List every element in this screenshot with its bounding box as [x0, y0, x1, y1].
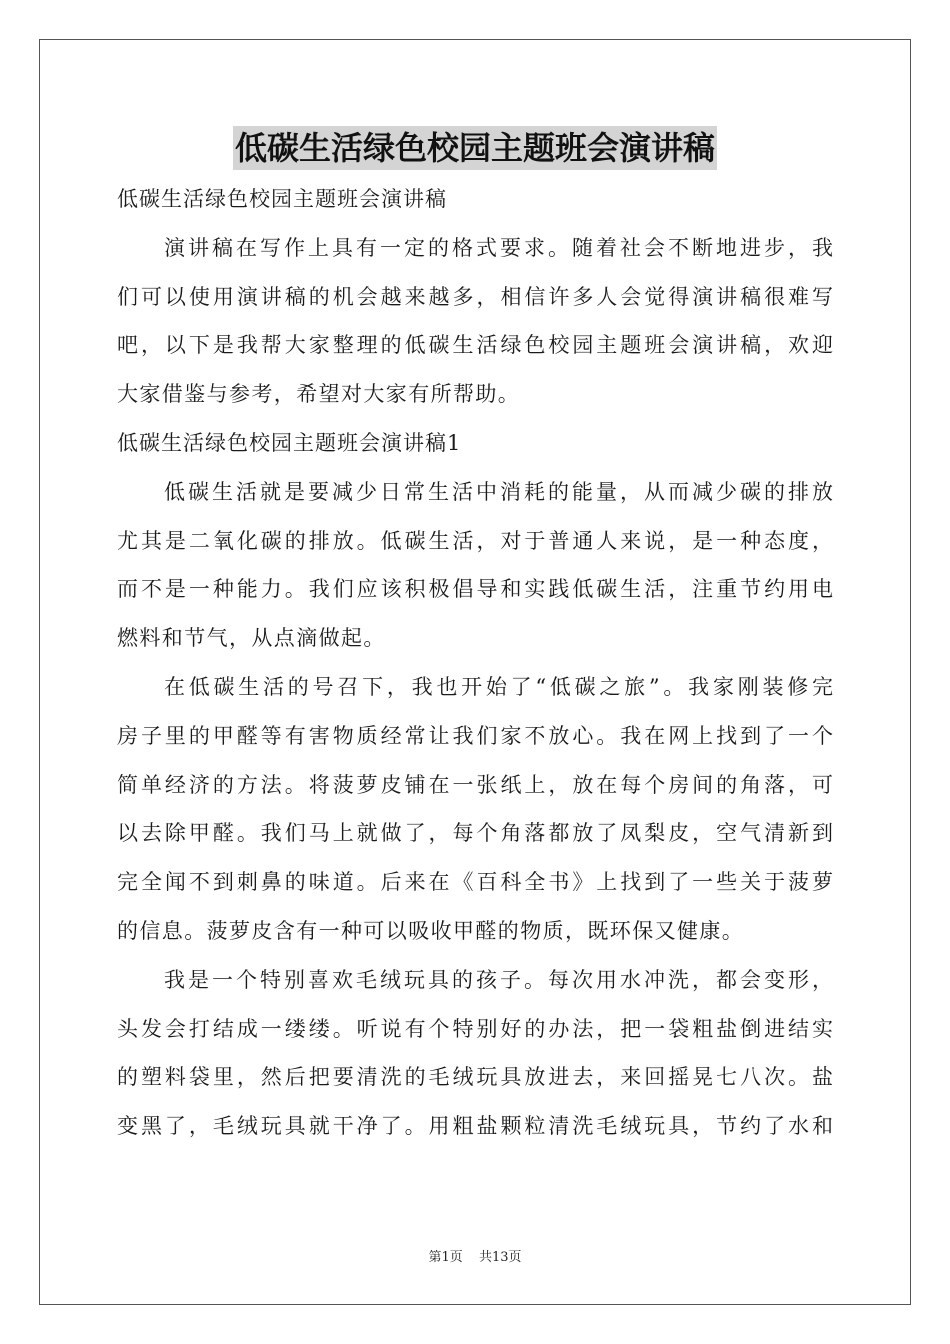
paragraph-line: 完全闻不到刺鼻的味道。后来在《百科全书》上找到了一些关于菠萝 [117, 870, 833, 895]
paragraph-line: 头发会打结成一缕缕。听说有个特别好的办法，把一袋粗盐倒进结实 [117, 1016, 833, 1041]
paragraph-line: 尤其是二氧化碳的排放。低碳生活，对于普通人来说，是一种态度， [117, 528, 833, 553]
paragraph-line: 燃料和节气，从点滴做起。 [117, 626, 386, 651]
paragraph-line: 的塑料袋里，然后把要清洗的毛绒玩具放进去，来回摇晃七八次。盐 [117, 1065, 833, 1090]
paragraph-line: 而不是一种能力。我们应该积极倡导和实践低碳生活，注重节约用电 [117, 577, 833, 602]
paragraph-line: 演讲稿在写作上具有一定的格式要求。随着社会不断地进步，我 [164, 235, 833, 260]
document-title: 低碳生活绿色校园主题班会演讲稿 [233, 126, 717, 170]
page-footer [0, 1246, 950, 1265]
paragraph-line: 的信息。菠萝皮含有一种可以吸收甲醛的物质，既环保又健康。 [117, 918, 745, 943]
paragraph-line: 以去除甲醛。我们马上就做了，每个角落都放了凤梨皮，空气清新到 [117, 821, 833, 846]
section-heading: 低碳生活绿色校园主题班会演讲稿1 [117, 430, 462, 455]
document-body [117, 181, 833, 1157]
paragraph-line: 房子里的甲醛等有害物质经常让我们家不放心。我在网上找到了一个 [117, 723, 833, 748]
paragraph-line: 大家借鉴与参考，希望对大家有所帮助。 [117, 382, 521, 407]
page-number: 第1页 [428, 1250, 463, 1265]
paragraph-line: 简单经济的方法。将菠萝皮铺在一张纸上，放在每个房间的角落，可 [117, 772, 833, 797]
section-heading: 低碳生活绿色校园主题班会演讲稿 [117, 187, 447, 211]
page-total: 共13页 [478, 1250, 522, 1265]
paragraph-line: 变黑了，毛绒玩具就干净了。用粗盐颗粒清洗毛绒玩具，节约了水和 [117, 1114, 833, 1139]
paragraph-line: 吧，以下是我帮大家整理的低碳生活绿色校园主题班会演讲稿，欢迎 [117, 333, 833, 358]
paragraph-line: 低碳生活就是要减少日常生活中消耗的能量，从而减少碳的排放 [164, 479, 833, 504]
paragraph-line: 们可以使用演讲稿的机会越来越多，相信许多人会觉得演讲稿很难写 [117, 284, 833, 309]
paragraph-line: 我是一个特别喜欢毛绒玩具的孩子。每次用水冲洗，都会变形， [164, 967, 833, 992]
title-container [0, 126, 950, 170]
paragraph-line: 在低碳生活的号召下，我也开始了“低碳之旅”。我家刚装修完 [164, 674, 833, 699]
